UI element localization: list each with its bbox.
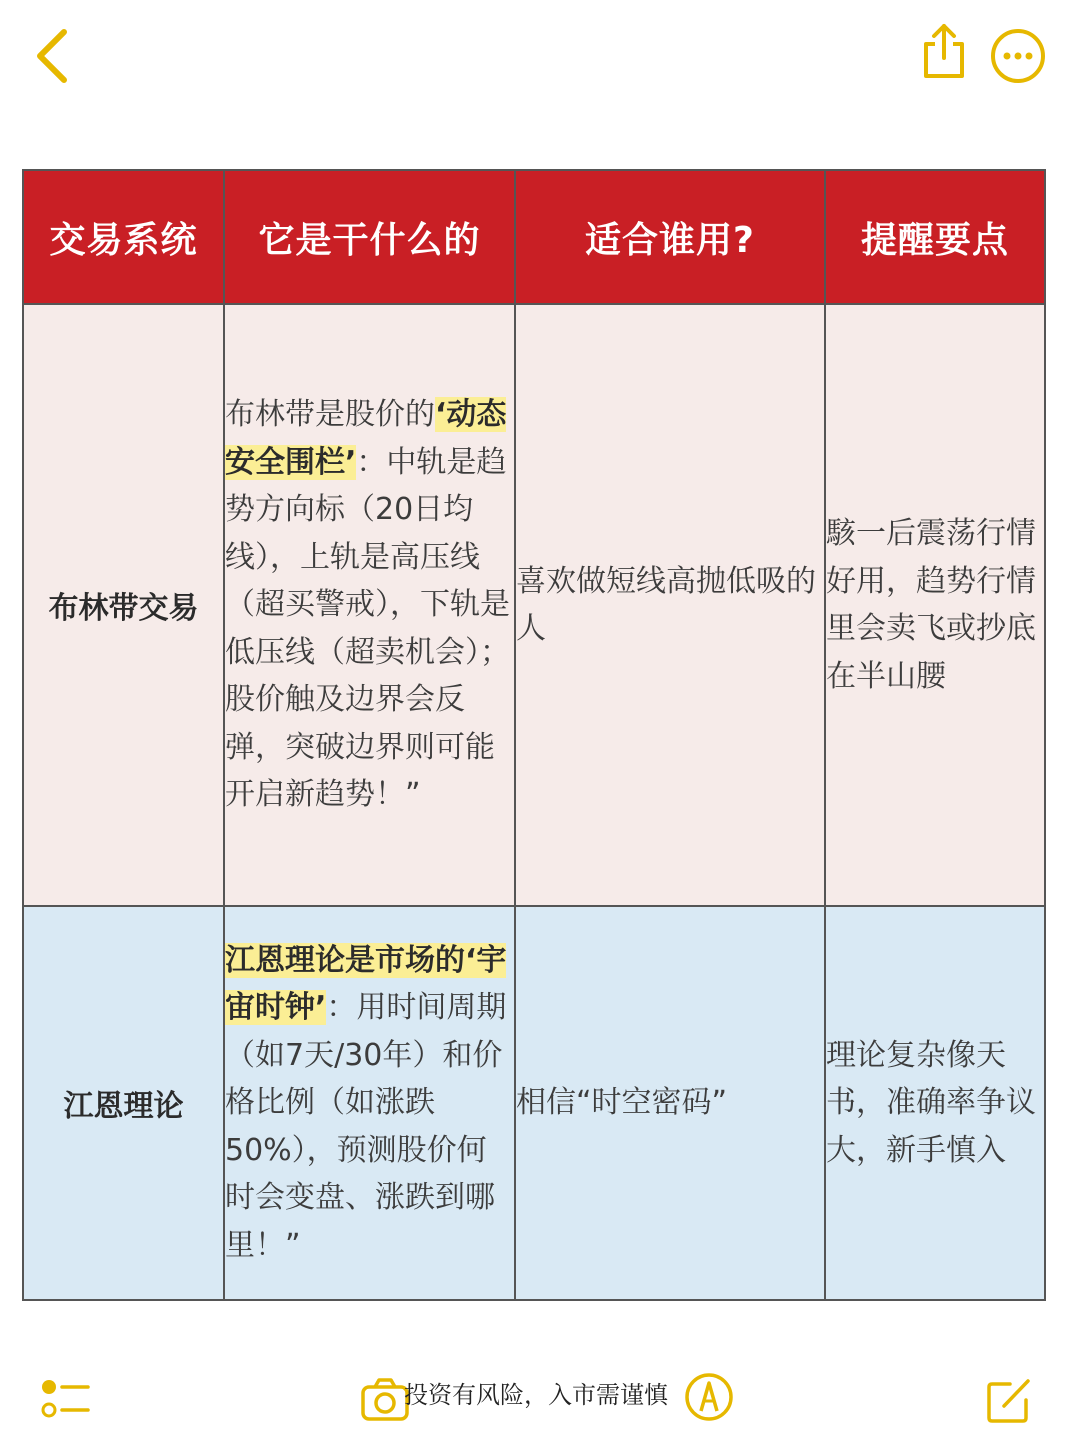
share-icon[interactable] <box>918 22 970 80</box>
tips-cell <box>825 304 1045 906</box>
highlight-text: ‘动态安全围栏’ <box>225 397 507 480</box>
header-cell: 提醒要点 <box>825 170 1045 304</box>
markup-pen-icon[interactable] <box>684 1372 734 1422</box>
camera-icon[interactable] <box>360 1376 410 1422</box>
header-row <box>23 170 1045 304</box>
ellipsis-circle-icon[interactable] <box>990 28 1046 84</box>
audience-cell <box>515 304 825 906</box>
system-name-cell: 江恩理论 <box>23 906 224 1300</box>
highlight-text: 江恩理论是市场的‘宇宙时钟’ <box>225 942 507 1026</box>
audience-text: 相信“时空密码” <box>516 1085 728 1121</box>
audience-cell <box>515 906 825 1300</box>
disclaimer-text: 投资有风险，入市需谨慎 <box>404 1381 668 1409</box>
header-cell: 交易系统 <box>23 170 224 304</box>
chevron-left-icon[interactable] <box>30 26 80 86</box>
system-name-cell: 布林带交易 <box>23 304 224 906</box>
text-segment: 布林带是股价的 <box>225 397 435 433</box>
header-cell: 它是干什么的 <box>224 170 515 304</box>
tips-text: 駭一后震荡行情好用，趋势行情里会卖飞或抄底在半山腰 <box>826 516 1036 694</box>
description-cell <box>224 906 515 1300</box>
table-row <box>23 304 1045 906</box>
comparison-table <box>22 169 1046 1301</box>
compose-icon[interactable] <box>986 1376 1032 1424</box>
checklist-icon[interactable] <box>40 1378 92 1422</box>
tips-cell <box>825 906 1045 1300</box>
text-segment: ：中轨是趋势方向标（20日均线），上轨是高压线（超买警戒），下轨是低压线（超卖机会）；股价触及边界会反弹，突破边界则可能开启新趋势！” <box>225 444 510 813</box>
text-segment: ：用时间周期（如7天/30年）和价格比例（如涨跌50%），预测股价何时会变盘、涨跌到哪里！” <box>225 990 507 1263</box>
header-cell: 适合谁用? <box>515 170 825 304</box>
description-text <box>225 391 514 819</box>
tips-text: 理论复杂像天书，准确率争议大，新手慎入 <box>826 1037 1036 1168</box>
top-toolbar <box>0 0 1080 110</box>
description-text <box>225 937 514 1270</box>
description-cell <box>224 304 515 906</box>
audience-text: 喜欢做短线高抛低吸的人 <box>516 563 816 646</box>
table-row <box>23 906 1045 1300</box>
bottom-toolbar <box>0 1360 1080 1440</box>
